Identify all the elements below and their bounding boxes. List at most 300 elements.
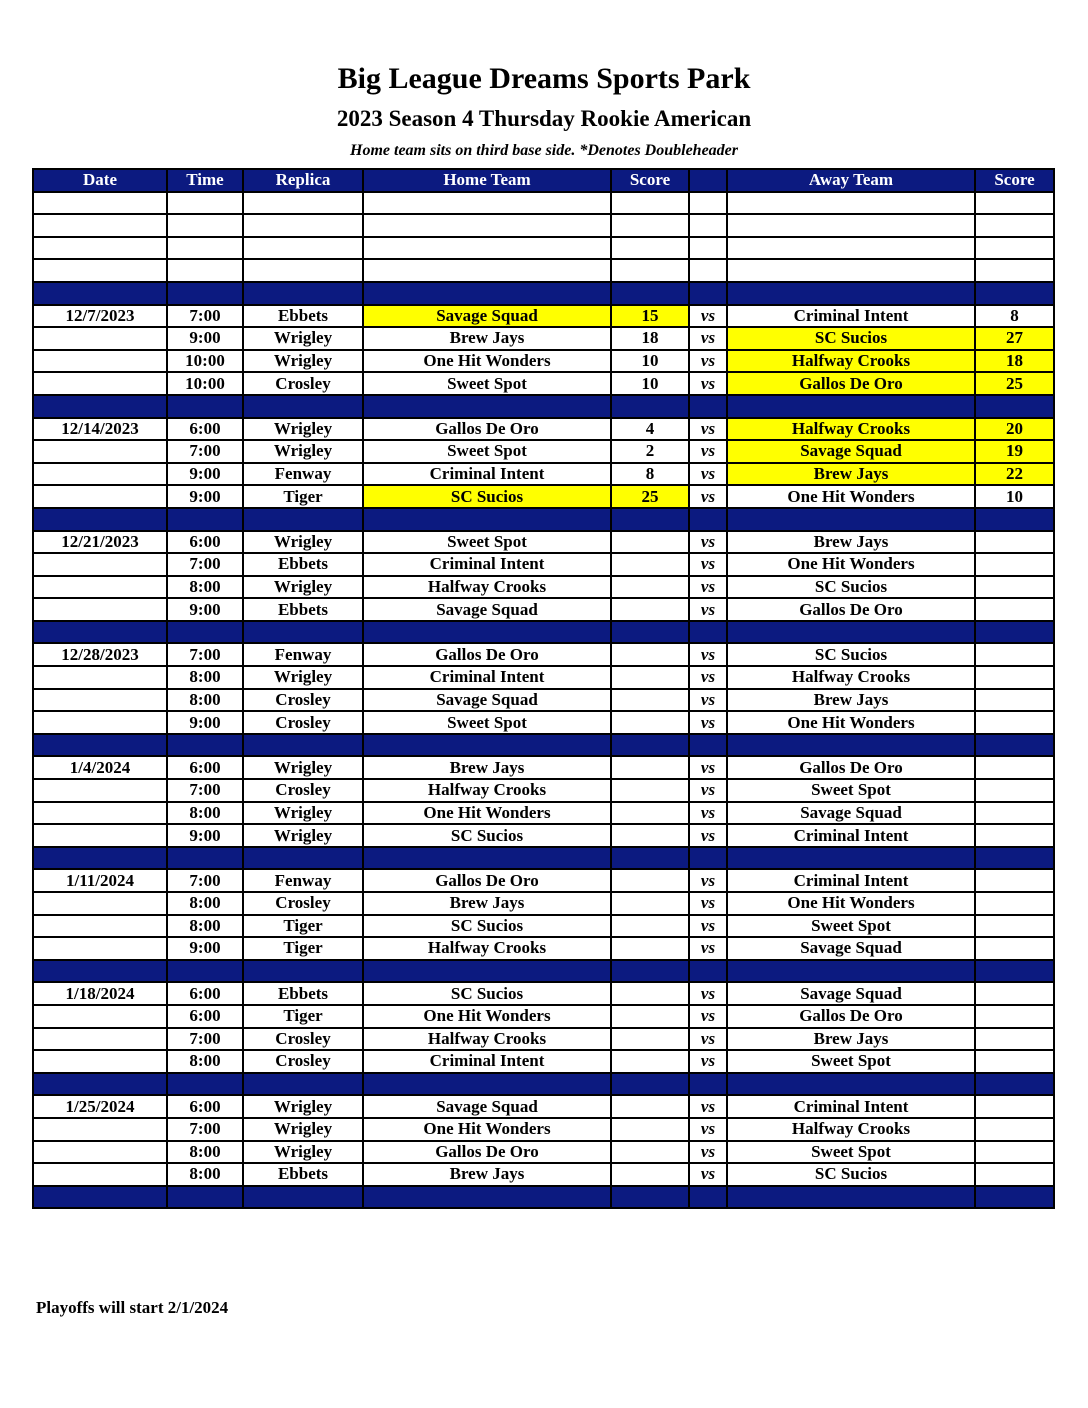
vs-label: vs	[689, 869, 727, 892]
game-date	[33, 689, 167, 712]
away-score	[975, 1095, 1054, 1118]
home-team: Brew Jays	[363, 756, 611, 779]
home-score: 10	[611, 350, 689, 373]
empty-cell	[689, 847, 727, 870]
home-score	[611, 1050, 689, 1073]
away-score: 19	[975, 440, 1054, 463]
away-score	[975, 1163, 1054, 1186]
empty-cell	[727, 508, 975, 531]
vs-label: vs	[689, 1095, 727, 1118]
game-date: 1/11/2024	[33, 869, 167, 892]
empty-cell	[611, 282, 689, 305]
game-date	[33, 666, 167, 689]
empty-cell	[689, 214, 727, 237]
empty-cell	[727, 960, 975, 983]
empty-cell	[33, 1073, 167, 1096]
game-date	[33, 553, 167, 576]
game-time: 9:00	[167, 937, 243, 960]
away-score	[975, 937, 1054, 960]
away-score	[975, 1118, 1054, 1141]
game-time: 7:00	[167, 305, 243, 328]
game-time: 9:00	[167, 711, 243, 734]
game-replica: Tiger	[243, 1005, 363, 1028]
empty-cell	[167, 960, 243, 983]
vs-label: vs	[689, 576, 727, 599]
game-row	[33, 1095, 1054, 1118]
game-time: 7:00	[167, 553, 243, 576]
page-subtitle: 2023 Season 4 Thursday Rookie American	[336, 106, 752, 131]
home-score	[611, 666, 689, 689]
game-replica: Ebbets	[243, 553, 363, 576]
empty-cell	[33, 237, 167, 260]
game-date: 1/25/2024	[33, 1095, 167, 1118]
away-score	[975, 892, 1054, 915]
game-time: 6:00	[167, 1005, 243, 1028]
game-date	[33, 1005, 167, 1028]
empty-cell	[33, 1186, 167, 1209]
game-row	[33, 779, 1054, 802]
col-header-time: Time	[167, 169, 243, 192]
game-replica: Ebbets	[243, 982, 363, 1005]
game-time: 6:00	[167, 418, 243, 441]
game-replica: Wrigley	[243, 802, 363, 825]
away-team: Sweet Spot	[727, 1141, 975, 1164]
game-time: 9:00	[167, 463, 243, 486]
empty-cell	[243, 508, 363, 531]
away-team: Criminal Intent	[727, 1095, 975, 1118]
game-row	[33, 689, 1054, 712]
home-team: Gallos De Oro	[363, 643, 611, 666]
empty-cell	[611, 847, 689, 870]
away-score: 8	[975, 305, 1054, 328]
game-row	[33, 350, 1054, 373]
empty-cell	[689, 508, 727, 531]
col-header-vs	[689, 169, 727, 192]
game-replica: Ebbets	[243, 1163, 363, 1186]
empty-cell	[243, 1073, 363, 1096]
vs-label: vs	[689, 824, 727, 847]
empty-cell	[167, 237, 243, 260]
game-replica: Wrigley	[243, 1095, 363, 1118]
game-date	[33, 576, 167, 599]
empty-cell	[975, 395, 1054, 418]
away-team: Brew Jays	[727, 463, 975, 486]
game-time: 7:00	[167, 779, 243, 802]
away-score	[975, 824, 1054, 847]
schedule-body	[33, 192, 1054, 1209]
empty-cell	[167, 847, 243, 870]
away-score	[975, 576, 1054, 599]
vs-label: vs	[689, 418, 727, 441]
home-score: 8	[611, 463, 689, 486]
away-score	[975, 1050, 1054, 1073]
empty-cell	[167, 1186, 243, 1209]
away-team: Criminal Intent	[727, 869, 975, 892]
away-team: Sweet Spot	[727, 779, 975, 802]
home-score	[611, 915, 689, 938]
empty-cell	[689, 192, 727, 215]
game-date: 12/7/2023	[33, 305, 167, 328]
empty-cell	[727, 214, 975, 237]
home-team: Criminal Intent	[363, 463, 611, 486]
away-team: SC Sucios	[727, 1163, 975, 1186]
empty-cell	[33, 960, 167, 983]
home-team: SC Sucios	[363, 915, 611, 938]
game-row	[33, 598, 1054, 621]
separator-row	[33, 508, 1054, 531]
game-time: 9:00	[167, 824, 243, 847]
away-score	[975, 643, 1054, 666]
vs-label: vs	[689, 1163, 727, 1186]
home-team: One Hit Wonders	[363, 1118, 611, 1141]
away-team: Savage Squad	[727, 982, 975, 1005]
page-title: Big League Dreams Sports Park	[337, 62, 751, 95]
game-row	[33, 666, 1054, 689]
game-date	[33, 892, 167, 915]
away-team: SC Sucios	[727, 576, 975, 599]
away-score	[975, 756, 1054, 779]
col-header-away-score: Score	[975, 169, 1054, 192]
away-score	[975, 779, 1054, 802]
vs-label: vs	[689, 756, 727, 779]
empty-cell	[363, 621, 611, 644]
empty-cell	[363, 395, 611, 418]
empty-cell	[243, 237, 363, 260]
empty-cell	[167, 395, 243, 418]
away-score: 27	[975, 327, 1054, 350]
away-score	[975, 598, 1054, 621]
home-score	[611, 802, 689, 825]
game-time: 8:00	[167, 1163, 243, 1186]
game-row	[33, 1005, 1054, 1028]
away-score	[975, 915, 1054, 938]
empty-cell	[167, 508, 243, 531]
game-date: 12/28/2023	[33, 643, 167, 666]
game-replica: Tiger	[243, 937, 363, 960]
empty-cell	[363, 237, 611, 260]
game-replica: Wrigley	[243, 1141, 363, 1164]
game-date: 12/21/2023	[33, 531, 167, 554]
game-row	[33, 1163, 1054, 1186]
empty-cell	[689, 259, 727, 282]
game-row	[33, 327, 1054, 350]
vs-label: vs	[689, 689, 727, 712]
game-row	[33, 869, 1054, 892]
game-replica: Wrigley	[243, 666, 363, 689]
home-score	[611, 1163, 689, 1186]
game-row	[33, 824, 1054, 847]
empty-cell	[611, 1073, 689, 1096]
game-row	[33, 1118, 1054, 1141]
game-replica: Crosley	[243, 711, 363, 734]
empty-cell	[363, 1186, 611, 1209]
game-date	[33, 485, 167, 508]
home-team: Criminal Intent	[363, 666, 611, 689]
vs-label: vs	[689, 305, 727, 328]
home-score	[611, 982, 689, 1005]
game-row	[33, 802, 1054, 825]
away-score: 20	[975, 418, 1054, 441]
game-replica: Crosley	[243, 1050, 363, 1073]
game-replica: Wrigley	[243, 1118, 363, 1141]
game-replica: Tiger	[243, 485, 363, 508]
separator-row	[33, 621, 1054, 644]
empty-cell	[727, 734, 975, 757]
empty-cell	[975, 734, 1054, 757]
game-date	[33, 1163, 167, 1186]
home-team: SC Sucios	[363, 824, 611, 847]
home-score: 18	[611, 327, 689, 350]
away-team: Sweet Spot	[727, 1050, 975, 1073]
empty-cell	[611, 395, 689, 418]
empty-cell	[975, 282, 1054, 305]
game-row	[33, 643, 1054, 666]
away-score: 18	[975, 350, 1054, 373]
home-score	[611, 779, 689, 802]
vs-label: vs	[689, 1005, 727, 1028]
empty-cell	[167, 1073, 243, 1096]
away-team: Gallos De Oro	[727, 1005, 975, 1028]
empty-cell	[33, 847, 167, 870]
empty-cell	[363, 1073, 611, 1096]
separator-row	[33, 960, 1054, 983]
game-time: 10:00	[167, 350, 243, 373]
away-team: Halfway Crooks	[727, 418, 975, 441]
away-team: Halfway Crooks	[727, 350, 975, 373]
game-replica: Wrigley	[243, 418, 363, 441]
separator-row	[33, 1073, 1054, 1096]
empty-cell	[975, 237, 1054, 260]
game-replica: Fenway	[243, 869, 363, 892]
col-header-date: Date	[33, 169, 167, 192]
home-score	[611, 1028, 689, 1051]
empty-cell	[689, 1073, 727, 1096]
game-time: 10:00	[167, 372, 243, 395]
home-team: Sweet Spot	[363, 372, 611, 395]
game-row	[33, 1141, 1054, 1164]
home-score	[611, 643, 689, 666]
empty-cell	[689, 734, 727, 757]
away-team: One Hit Wonders	[727, 892, 975, 915]
home-team: Halfway Crooks	[363, 1028, 611, 1051]
empty-cell	[611, 192, 689, 215]
game-time: 7:00	[167, 643, 243, 666]
game-replica: Wrigley	[243, 824, 363, 847]
game-date	[33, 824, 167, 847]
home-team: Gallos De Oro	[363, 418, 611, 441]
game-replica: Crosley	[243, 892, 363, 915]
away-team: One Hit Wonders	[727, 485, 975, 508]
col-header-away-team: Away Team	[727, 169, 975, 192]
home-score	[611, 711, 689, 734]
empty-cell	[727, 1073, 975, 1096]
empty-cell	[727, 1186, 975, 1209]
game-replica: Wrigley	[243, 350, 363, 373]
empty-cell	[243, 259, 363, 282]
game-replica: Crosley	[243, 779, 363, 802]
home-team: SC Sucios	[363, 982, 611, 1005]
empty-cell	[611, 237, 689, 260]
game-replica: Crosley	[243, 372, 363, 395]
home-team: Savage Squad	[363, 1095, 611, 1118]
separator-row	[33, 1186, 1054, 1209]
game-row	[33, 892, 1054, 915]
empty-cell	[33, 282, 167, 305]
home-score	[611, 1095, 689, 1118]
empty-cell	[727, 621, 975, 644]
home-team: Sweet Spot	[363, 531, 611, 554]
blank-row	[33, 192, 1054, 215]
page-note: Home team sits on third base side. *Denotes Doubleheader	[350, 142, 738, 159]
game-replica: Ebbets	[243, 305, 363, 328]
away-team: SC Sucios	[727, 643, 975, 666]
empty-cell	[689, 1186, 727, 1209]
away-score	[975, 553, 1054, 576]
empty-cell	[167, 214, 243, 237]
empty-cell	[975, 621, 1054, 644]
empty-cell	[363, 847, 611, 870]
game-date	[33, 779, 167, 802]
empty-cell	[363, 508, 611, 531]
home-score	[611, 937, 689, 960]
game-row	[33, 372, 1054, 395]
game-row	[33, 1028, 1054, 1051]
game-date	[33, 1050, 167, 1073]
empty-cell	[611, 259, 689, 282]
empty-cell	[243, 395, 363, 418]
home-score: 10	[611, 372, 689, 395]
game-row	[33, 531, 1054, 554]
empty-cell	[611, 734, 689, 757]
empty-cell	[33, 214, 167, 237]
empty-cell	[33, 395, 167, 418]
home-score	[611, 598, 689, 621]
away-score	[975, 1141, 1054, 1164]
empty-cell	[975, 508, 1054, 531]
game-time: 8:00	[167, 892, 243, 915]
home-team: SC Sucios	[363, 485, 611, 508]
game-row	[33, 553, 1054, 576]
away-score: 25	[975, 372, 1054, 395]
home-team: Savage Squad	[363, 689, 611, 712]
game-replica: Wrigley	[243, 327, 363, 350]
empty-cell	[611, 214, 689, 237]
home-team: Criminal Intent	[363, 553, 611, 576]
away-team: Gallos De Oro	[727, 756, 975, 779]
away-team: Brew Jays	[727, 531, 975, 554]
away-team: Savage Squad	[727, 802, 975, 825]
blank-row	[33, 214, 1054, 237]
away-team: Gallos De Oro	[727, 372, 975, 395]
empty-cell	[689, 395, 727, 418]
separator-row	[33, 734, 1054, 757]
home-team: One Hit Wonders	[363, 1005, 611, 1028]
game-date	[33, 1028, 167, 1051]
vs-label: vs	[689, 1050, 727, 1073]
empty-cell	[33, 192, 167, 215]
game-date	[33, 463, 167, 486]
empty-cell	[33, 621, 167, 644]
away-team: Brew Jays	[727, 689, 975, 712]
vs-label: vs	[689, 350, 727, 373]
game-row	[33, 937, 1054, 960]
game-date	[33, 915, 167, 938]
vs-label: vs	[689, 485, 727, 508]
game-replica: Wrigley	[243, 531, 363, 554]
empty-cell	[611, 1186, 689, 1209]
away-team: Savage Squad	[727, 937, 975, 960]
game-date	[33, 327, 167, 350]
game-date	[33, 802, 167, 825]
empty-cell	[167, 734, 243, 757]
home-score: 4	[611, 418, 689, 441]
empty-cell	[689, 960, 727, 983]
empty-cell	[33, 259, 167, 282]
game-row	[33, 440, 1054, 463]
away-score	[975, 802, 1054, 825]
vs-label: vs	[689, 779, 727, 802]
empty-cell	[727, 847, 975, 870]
empty-cell	[363, 960, 611, 983]
vs-label: vs	[689, 892, 727, 915]
separator-row	[33, 395, 1054, 418]
schedule-table	[32, 168, 1055, 1209]
empty-cell	[727, 282, 975, 305]
vs-label: vs	[689, 598, 727, 621]
empty-cell	[243, 282, 363, 305]
col-header-replica: Replica	[243, 169, 363, 192]
vs-label: vs	[689, 666, 727, 689]
game-row	[33, 418, 1054, 441]
game-time: 8:00	[167, 689, 243, 712]
game-time: 6:00	[167, 531, 243, 554]
separator-row	[33, 282, 1054, 305]
vs-label: vs	[689, 915, 727, 938]
game-time: 8:00	[167, 802, 243, 825]
away-team: Sweet Spot	[727, 915, 975, 938]
vs-label: vs	[689, 711, 727, 734]
away-team: Brew Jays	[727, 1028, 975, 1051]
away-score	[975, 1005, 1054, 1028]
game-row	[33, 485, 1054, 508]
empty-cell	[363, 259, 611, 282]
empty-cell	[363, 734, 611, 757]
empty-cell	[243, 214, 363, 237]
away-score	[975, 869, 1054, 892]
empty-cell	[167, 282, 243, 305]
vs-label: vs	[689, 372, 727, 395]
home-score: 25	[611, 485, 689, 508]
home-score	[611, 1141, 689, 1164]
game-replica: Ebbets	[243, 598, 363, 621]
game-replica: Crosley	[243, 1028, 363, 1051]
away-score	[975, 982, 1054, 1005]
away-score	[975, 711, 1054, 734]
header-row	[33, 169, 1054, 192]
empty-cell	[727, 237, 975, 260]
blank-row	[33, 237, 1054, 260]
game-row	[33, 915, 1054, 938]
col-header-home-team: Home Team	[363, 169, 611, 192]
game-row	[33, 305, 1054, 328]
game-row	[33, 711, 1054, 734]
vs-label: vs	[689, 1141, 727, 1164]
game-time: 8:00	[167, 666, 243, 689]
home-score	[611, 1005, 689, 1028]
home-team: One Hit Wonders	[363, 350, 611, 373]
empty-cell	[167, 192, 243, 215]
away-team: One Hit Wonders	[727, 553, 975, 576]
